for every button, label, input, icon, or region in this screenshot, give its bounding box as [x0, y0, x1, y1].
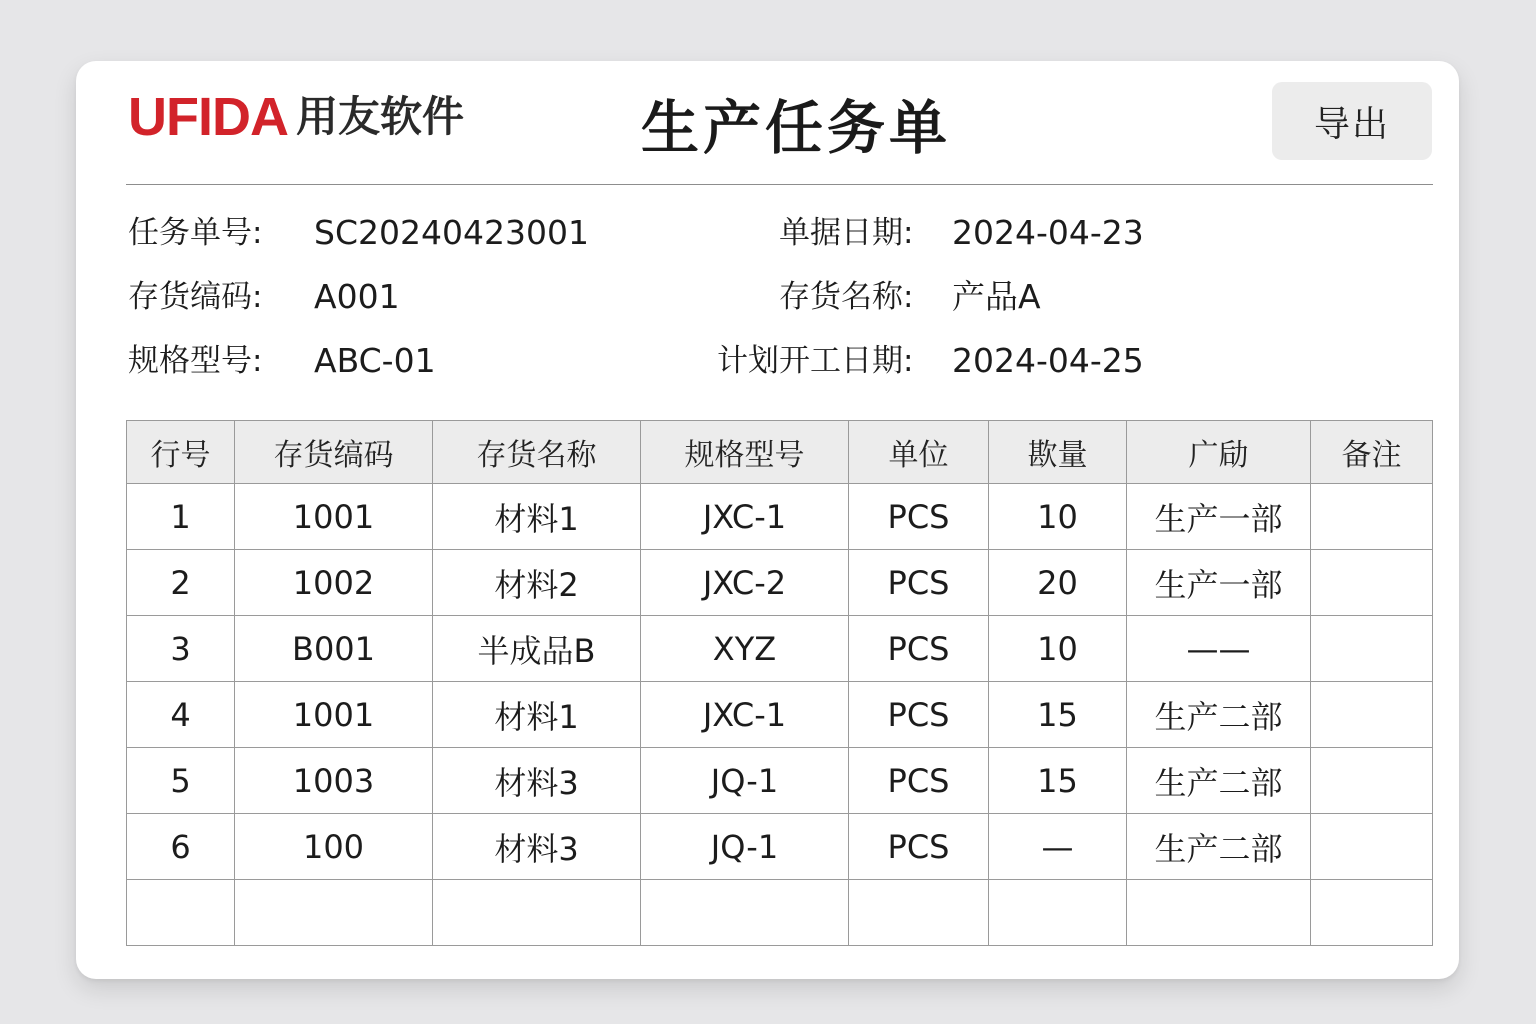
header-divider: [126, 184, 1433, 185]
cell-line-no[interactable]: 1: [127, 484, 235, 550]
task-detail-table: [126, 420, 1433, 946]
cell-inventory-name[interactable]: 材料3: [433, 814, 641, 880]
cell-inventory-code[interactable]: 1002: [235, 550, 433, 616]
cell-inventory-code[interactable]: B001: [235, 616, 433, 682]
cell-inventory-name[interactable]: 半成品B: [433, 616, 641, 682]
cell-remark[interactable]: [1311, 814, 1433, 880]
page-title: 生产任务单: [641, 94, 952, 162]
plan-start-date-value: 2024-04-25: [952, 341, 1144, 380]
cell-inventory-code[interactable]: 1001: [235, 484, 433, 550]
cell-unit[interactable]: [849, 880, 989, 946]
inventory-name-label: 存货名称:: [779, 279, 914, 315]
cell-line-no[interactable]: 2: [127, 550, 235, 616]
cell-quantity[interactable]: 10: [989, 484, 1127, 550]
cell-spec-model[interactable]: JXC-2: [641, 550, 849, 616]
cell-quantity[interactable]: 15: [989, 682, 1127, 748]
col-header-spec-model[interactable]: 规格型号: [641, 421, 849, 484]
cell-quantity[interactable]: 15: [989, 748, 1127, 814]
cell-department[interactable]: 生产二部: [1127, 748, 1311, 814]
cell-unit[interactable]: PCS: [849, 484, 989, 550]
col-header-line-no[interactable]: 行号: [127, 421, 235, 484]
cell-spec-model[interactable]: [641, 880, 849, 946]
cell-quantity[interactable]: 20: [989, 550, 1127, 616]
cell-remark[interactable]: [1311, 550, 1433, 616]
table-row[interactable]: [127, 814, 1433, 880]
cell-unit[interactable]: PCS: [849, 616, 989, 682]
cell-quantity[interactable]: 10: [989, 616, 1127, 682]
cell-inventory-code[interactable]: [235, 880, 433, 946]
cell-unit[interactable]: PCS: [849, 682, 989, 748]
cell-line-no[interactable]: 6: [127, 814, 235, 880]
cell-remark[interactable]: [1311, 880, 1433, 946]
inventory-code-value: A001: [314, 277, 400, 316]
table-row[interactable]: [127, 616, 1433, 682]
col-header-inventory-name[interactable]: 存货名称: [433, 421, 641, 484]
export-button[interactable]: 导出: [1272, 82, 1432, 160]
cell-remark[interactable]: [1311, 682, 1433, 748]
task-no-label: 任务单号:: [128, 215, 263, 251]
cell-inventory-name[interactable]: 材料1: [433, 682, 641, 748]
cell-unit[interactable]: PCS: [849, 814, 989, 880]
cell-spec-model[interactable]: XYZ: [641, 616, 849, 682]
cell-quantity[interactable]: —: [989, 814, 1127, 880]
cell-department[interactable]: 生产一部: [1127, 484, 1311, 550]
document-card: [76, 61, 1459, 979]
cell-inventory-name[interactable]: 材料3: [433, 748, 641, 814]
col-header-quantity[interactable]: 歁量: [989, 421, 1127, 484]
plan-start-date-label: 计划开工日期:: [717, 343, 914, 379]
table-row[interactable]: [127, 748, 1433, 814]
cell-department[interactable]: 生产二部: [1127, 682, 1311, 748]
cell-inventory-name[interactable]: [433, 880, 641, 946]
doc-date-value: 2024-04-23: [952, 213, 1144, 252]
cell-remark[interactable]: [1311, 616, 1433, 682]
cell-department[interactable]: [1127, 880, 1311, 946]
cell-spec-model[interactable]: JQ-1: [641, 748, 849, 814]
cell-quantity[interactable]: [989, 880, 1127, 946]
logo-mark: UFIDA: [128, 87, 288, 147]
doc-date-label: 单据日期:: [779, 215, 914, 251]
col-header-department[interactable]: 广劶: [1127, 421, 1311, 484]
col-header-inventory-code[interactable]: 存货缟码: [235, 421, 433, 484]
table-row[interactable]: [127, 682, 1433, 748]
cell-inventory-name[interactable]: 材料1: [433, 484, 641, 550]
col-header-unit[interactable]: 单位: [849, 421, 989, 484]
col-header-remark[interactable]: 备注: [1311, 421, 1433, 484]
cell-spec-model[interactable]: JQ-1: [641, 814, 849, 880]
cell-line-no[interactable]: 4: [127, 682, 235, 748]
table-row-empty[interactable]: [127, 880, 1433, 946]
cell-inventory-code[interactable]: 1003: [235, 748, 433, 814]
cell-line-no[interactable]: 3: [127, 616, 235, 682]
cell-inventory-code[interactable]: 1001: [235, 682, 433, 748]
cell-spec-model[interactable]: JXC-1: [641, 682, 849, 748]
cell-remark[interactable]: [1311, 484, 1433, 550]
task-no-value: SC20240423001: [314, 213, 589, 252]
cell-unit[interactable]: PCS: [849, 748, 989, 814]
inventory-name-value: 产品A: [952, 277, 1041, 316]
cell-unit[interactable]: PCS: [849, 550, 989, 616]
cell-department[interactable]: 生产一部: [1127, 550, 1311, 616]
spec-model-label: 规格型号:: [128, 343, 263, 379]
cell-inventory-code[interactable]: 100: [235, 814, 433, 880]
cell-spec-model[interactable]: JXC-1: [641, 484, 849, 550]
cell-department[interactable]: 生产二部: [1127, 814, 1311, 880]
cell-inventory-name[interactable]: 材料2: [433, 550, 641, 616]
cell-line-no[interactable]: 5: [127, 748, 235, 814]
inventory-code-label: 存货缟码:: [128, 279, 263, 315]
ufida-logo: [128, 89, 464, 145]
spec-model-value: ABC-01: [314, 341, 436, 380]
cell-department[interactable]: ——: [1127, 616, 1311, 682]
table-header-row: [127, 421, 1433, 484]
table-row[interactable]: [127, 484, 1433, 550]
table-row[interactable]: [127, 550, 1433, 616]
cell-line-no[interactable]: [127, 880, 235, 946]
logo-text: 用友软件: [295, 92, 464, 141]
cell-remark[interactable]: [1311, 748, 1433, 814]
